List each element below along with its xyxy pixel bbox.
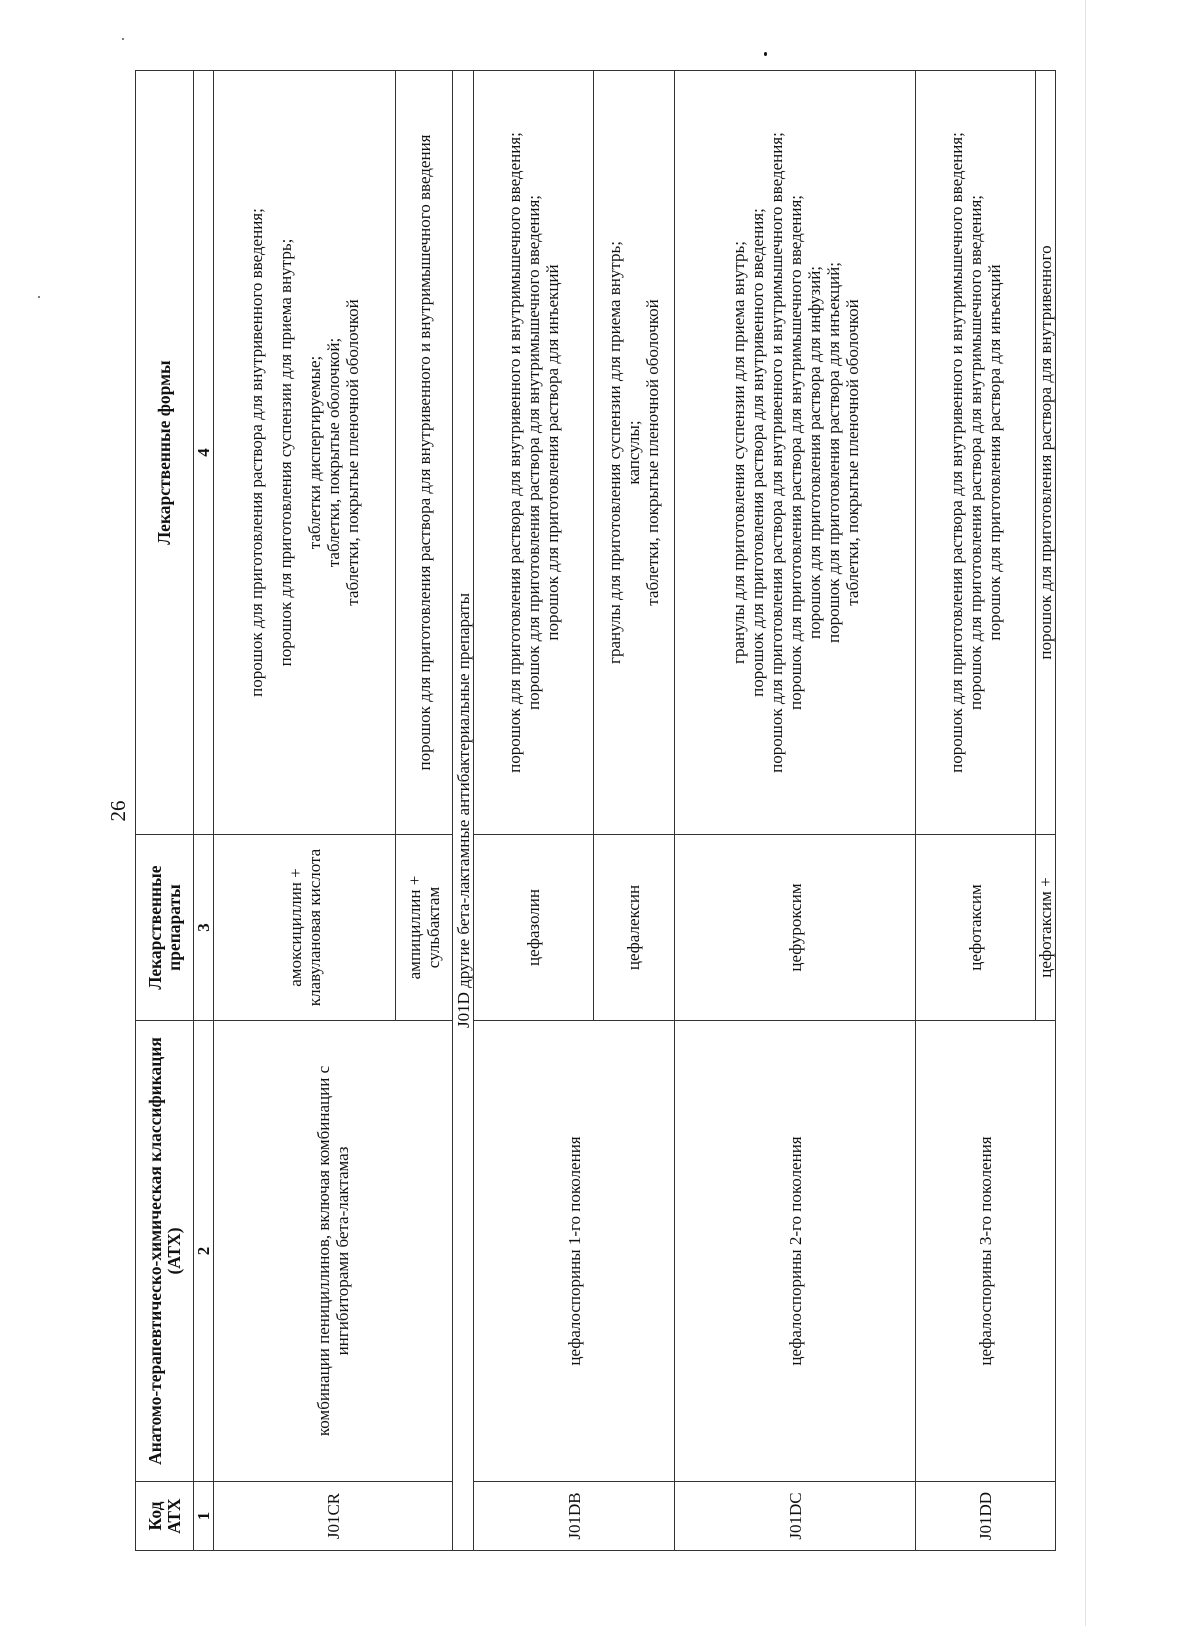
header-classification: Анатомо-терапевтическо-химическая классификация (АТХ) [136,1021,194,1482]
table-row [474,71,594,1551]
dosage-form: таблетки, покрытые пленочной оболочкой [643,299,663,606]
header-forms: Лекарственные формы [136,71,194,835]
page-number: 26 [106,800,130,822]
dosage-form: порошок для приготовления раствора для внутривенного введения; [747,208,767,697]
dosage-form: порошок для приготовления раствора для инъекций; [823,262,843,643]
dosage-forms [396,71,453,835]
atc-code: J01CR [214,1482,453,1551]
dosage-form: таблетки диспергируемые; [305,355,325,550]
dosage-forms [1035,71,1055,835]
dosage-form: таблетки, покрытые оболочкой; [324,337,344,568]
dosage-form: капсулы; [624,420,644,485]
column-number: 1 [194,1482,214,1551]
group-row [453,71,474,1551]
column-number: 4 [194,71,214,835]
atc-classification: цефалоспорины 1-го поколения [474,1021,675,1482]
dosage-forms [474,71,594,835]
dosage-form: гранулы для приготовления суспензии для приема внутрь; [728,241,748,664]
column-number: 2 [194,1021,214,1482]
column-number: 3 [194,835,214,1021]
dosage-form: порошок для приготовления раствора для внутривенного и внутримышечного введения [414,134,434,771]
dosage-form: порошок для приготовления раствора для внутривенного введения; [247,208,267,697]
scan-speck [38,296,40,298]
dosage-form: порошок для приготовления раствора для инфузий; [804,265,824,640]
scan-speck [764,52,767,56]
header-row [136,71,194,1551]
dosage-form: порошок для приготовления раствора для инъекций [543,264,563,641]
group-title: J01D другие бета-лактамные антибактериальные препараты [453,71,474,1551]
drug-name: цефуроксим [674,835,915,1021]
drug-name: ампициллин + сульбактам [396,835,453,1021]
header-drugs: Лекарственные препараты [136,835,194,1021]
dosage-forms [214,71,396,835]
dosage-form: гранулы для приготовления суспензии для приема внутрь; [605,241,625,664]
dosage-forms [674,71,915,835]
table-row [214,71,396,1551]
atc-code: J01DC [674,1482,915,1551]
table-row [674,71,915,1551]
drug-name: цефотаксим + [1035,835,1055,1021]
dosage-form: порошок для приготовления суспензии для приема внутрь; [276,238,296,667]
atc-code: J01DB [474,1482,675,1551]
drug-name: цефотаксим [916,835,1036,1021]
column-number-row [194,71,214,1551]
dosage-form: порошок для приготовления раствора для внутривенного [1035,245,1055,660]
dosage-form: порошок для приготовления раствора для внутривенного и внутримышечного введения; [946,132,966,773]
header-code: Код АТХ [136,1482,194,1551]
dosage-form: порошок для приготовления раствора для инъекций [984,264,1004,641]
dosage-form: порошок для приготовления раствора для внутримышечного введения; [965,194,985,711]
dosage-forms [916,71,1036,835]
drug-table [135,70,1056,1551]
atc-code: J01DD [916,1482,1056,1551]
drug-name: амоксициллин + клавулановая кислота [214,835,396,1021]
dosage-form: таблетки, покрытые пленочной оболочкой [343,299,363,606]
table-row [916,71,1036,1551]
dosage-form: порошок для приготовления раствора для внутримышечного введения; [785,194,805,711]
atc-classification: цефалоспорины 3-го поколения [916,1021,1056,1482]
dosage-form: порошок для приготовления раствора для внутривенного и внутримышечного введения; [505,132,525,773]
dosage-form: таблетки, покрытые пленочной оболочкой [842,299,862,606]
atc-classification: цефалоспорины 2-го поколения [674,1021,915,1482]
scan-speck [122,38,124,40]
drug-name: цефалексин [593,835,674,1021]
atc-classification: комбинации пенициллинов, включая комбинации с ингибиторами бета-лактамаз [214,1021,453,1482]
dosage-form: порошок для приготовления раствора для внутримышечного введения; [524,194,544,711]
dosage-form: порошок для приготовления раствора для внутривенного и внутримышечного введения; [766,132,786,773]
drug-name: цефазолин [474,835,594,1021]
page-edge [1085,0,1086,1626]
rotated-page [108,71,1056,1551]
dosage-forms [593,71,674,835]
